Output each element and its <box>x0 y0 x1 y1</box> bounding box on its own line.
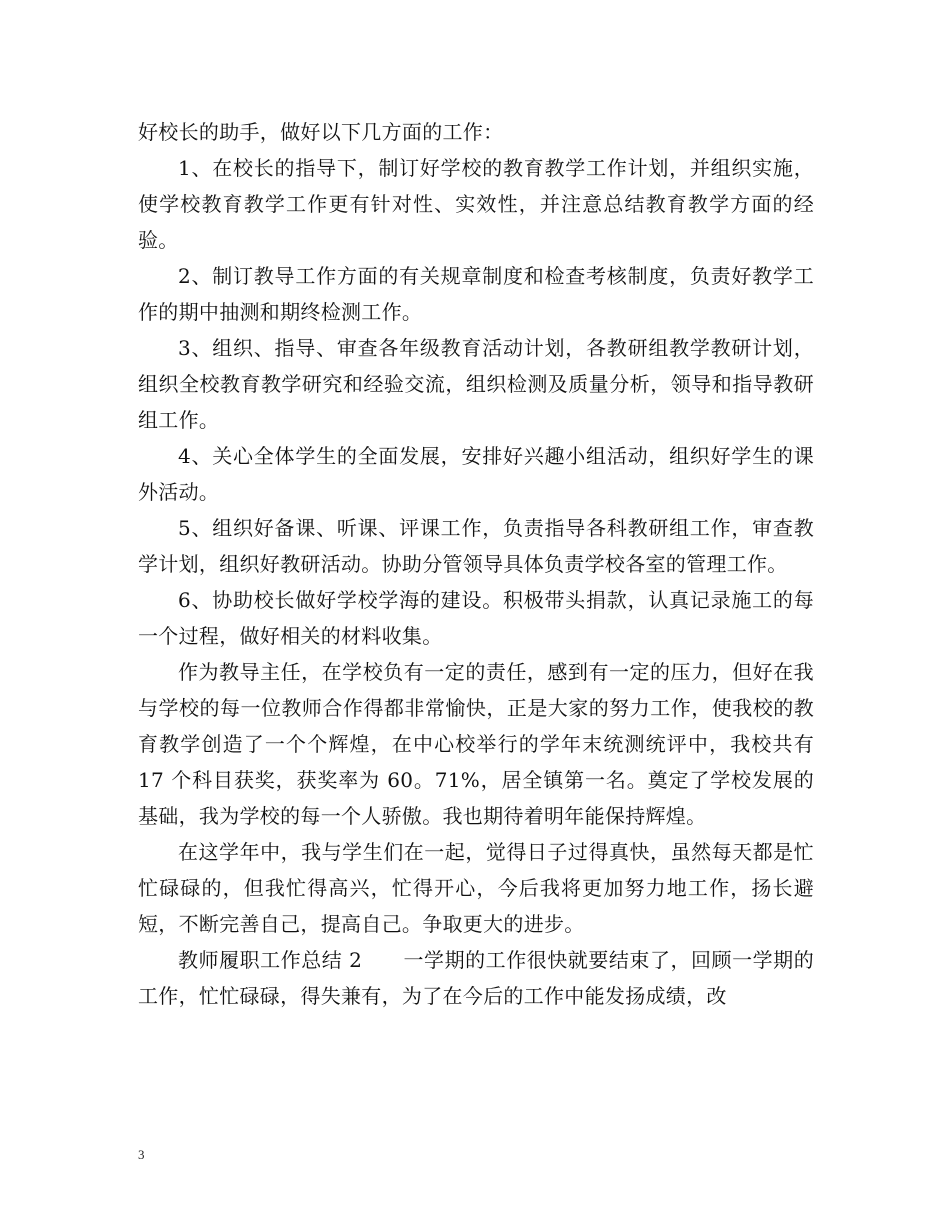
paragraph-conclusion: 在这学年中，我与学生们在一起，觉得日子过得真快，虽然每天都是忙忙碌碌的，但我忙得高兴，忙得开心，今后我将更加努力地工作，扬长避短，不断完善自己，提高自己。争取更大的进步。 <box>138 840 814 936</box>
paragraph-item-4: 4、关心全体学生的全面发展，安排好兴趣小组活动，组织好学生的课外活动。 <box>138 444 814 504</box>
page-number: 3 <box>138 1147 145 1162</box>
paragraph-item-3: 3、组织、指导、审查各年级教育活动计划，各教研组教学教研计划，组织全校教育教学研究和经验交流，组织检测及质量分析，领导和指导教研组工作。 <box>138 336 814 432</box>
paragraph-reflection: 作为教导主任，在学校负有一定的责任，感到有一定的压力，但好在我与学校的每一位教师合作得都非常愉快，正是大家的努力工作，使我校的教育教学创造了一个个辉煌，在中心校举行的学年末统测统评中，我校共有 17 个科目获奖，获奖率为 60。71%，居全镇第一名。奠定了学校发展的基础，我为学校的每一个人骄傲。我也期待着明年能保持辉煌。 <box>138 660 814 828</box>
paragraph-item-5: 5、组织好备课、听课、评课工作，负责指导各科教研组工作，审查教学计划，组织好教研活动。协助分管领导具体负责学校各室的管理工作。 <box>138 516 814 576</box>
paragraph-intro: 好校长的助手，做好以下几方面的工作： <box>138 120 504 144</box>
paragraph-summary-2: 教师履职工作总结 2 一学期的工作很快就要结束了，回顾一学期的工作，忙忙碌碌，得失兼有，为了在今后的工作中能发扬成绩，改 <box>138 948 814 1008</box>
paragraph-item-2: 2、制订教导工作方面的有关规章制度和检查考核制度，负责好教学工作的期中抽测和期终检测工作。 <box>138 264 814 324</box>
paragraph-item-1: 1、在校长的指导下，制订好学校的教育教学工作计划，并组织实施，使学校教育教学工作更有针对性、实效性，并注意总结教育教学方面的经验。 <box>138 156 814 252</box>
document-body <box>138 114 814 1014</box>
paragraph-item-6: 6、协助校长做好学校学海的建设。积极带头捐款，认真记录施工的每一个过程，做好相关的材料收集。 <box>138 588 814 648</box>
